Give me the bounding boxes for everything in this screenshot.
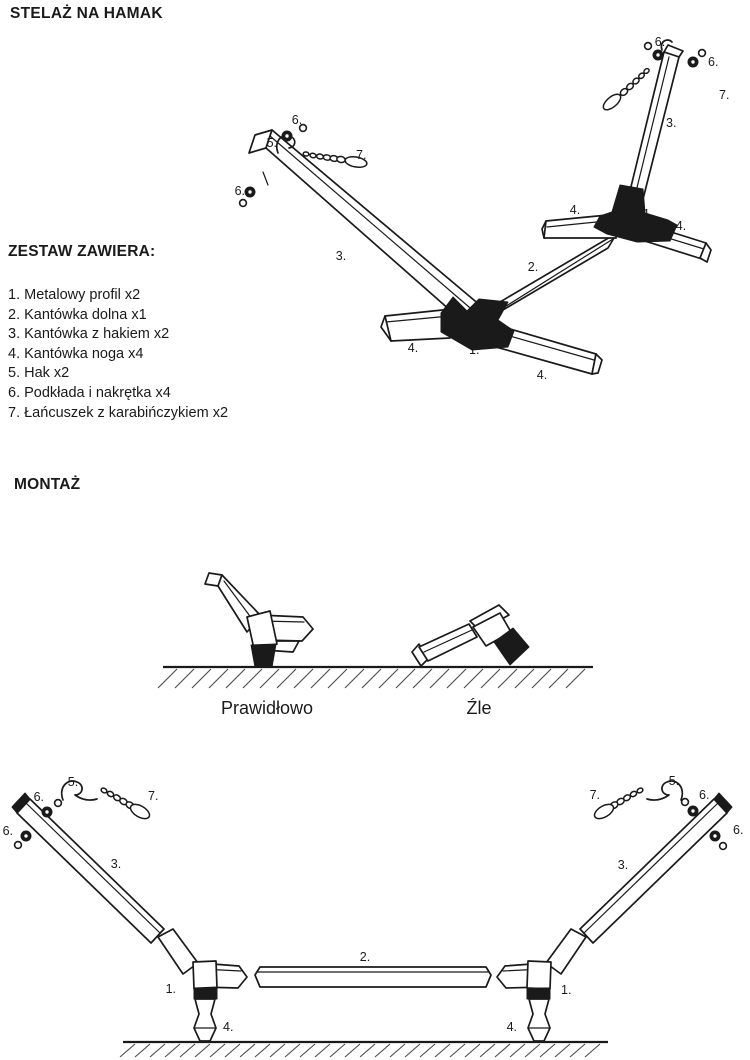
parts-list-item: 4. Kantówka noga x4 [8,345,144,362]
callout-washer: 6. [291,113,303,127]
parts-list-item: 1. Metalowy profil x2 [8,287,141,303]
parts-list-heading: ZESTAW ZAWIERA: [8,243,156,260]
callout-profile: 1. [561,983,572,997]
chain-icon [601,68,650,113]
callout-leg: 4. [675,219,687,233]
callout-washer: 6. [2,824,13,838]
callout-washer: 6. [33,790,44,804]
callout-bottom-beam: 2. [527,260,539,274]
parts-list-item: 6. Podkłada i nakrętka x4 [8,384,171,401]
washer-nut-icon [15,799,727,850]
callout-leg: 4. [506,1020,517,1034]
callout-hook: 5. [668,774,680,788]
page-title: STELAŻ NA HAMAK [10,5,163,22]
callout-hook-beam: 3. [110,857,122,871]
callout-leg: 4. [223,1020,234,1034]
correct-caption: Prawidłowo [220,698,314,718]
callout-profile: 1. [643,207,654,221]
callout-hook-beam: 3. [617,858,629,872]
callout-hook-beam: 3. [335,249,347,263]
foot-orientation-diagram [158,573,593,718]
assembly-section-heading: MONTAŻ [14,476,81,493]
callout-washer: 6. [708,55,719,69]
hook-beam-left [12,793,198,974]
callout-chain: 7. [719,88,730,102]
callout-leg: 4. [407,341,419,355]
joint-right [497,961,551,1041]
callout-washer: 6. [234,184,245,198]
parts-list-item: 2. Kantówka dolna x1 [8,306,147,323]
parts-list-item: 5. Hak x2 [8,365,70,382]
callout-hook: 5. [67,775,79,789]
callout-leg: 4. [536,368,548,382]
ground-hatching [158,669,585,688]
callout-chain: 7. [589,788,600,802]
callout-washer: 6. [699,788,710,802]
callout-hook-beam: 3. [666,116,677,130]
callout-profile: 1. [165,982,176,996]
metal-profile-right [594,185,677,242]
hook-beam-right [546,793,732,974]
wrong-foot-assembly [412,605,529,666]
joint-left [193,961,247,1041]
callout-washer: 6. [654,35,666,49]
exploded-view-diagram [235,35,730,382]
callout-washer: 6. [733,823,744,837]
parts-list-item: 7. Łańcuszek z karabińczykiem x2 [8,404,229,421]
front-view-diagram [3,774,744,1057]
callout-bottom-beam: 2. [359,950,371,964]
callout-chain: 7. [148,789,159,803]
bottom-beam [255,967,491,987]
correct-foot-assembly [205,573,313,667]
chain-icon [100,787,152,821]
callout-hook: 5. [266,136,277,150]
callout-leg: 4. [569,203,581,217]
callout-profile: 1. [469,343,480,357]
callout-chain: 7. [356,148,367,162]
bottom-beam [491,233,617,317]
wrong-caption: Źle [466,698,492,718]
parts-list-item: 3. Kantówka z hakiem x2 [8,326,170,343]
ground-hatching [120,1044,600,1057]
